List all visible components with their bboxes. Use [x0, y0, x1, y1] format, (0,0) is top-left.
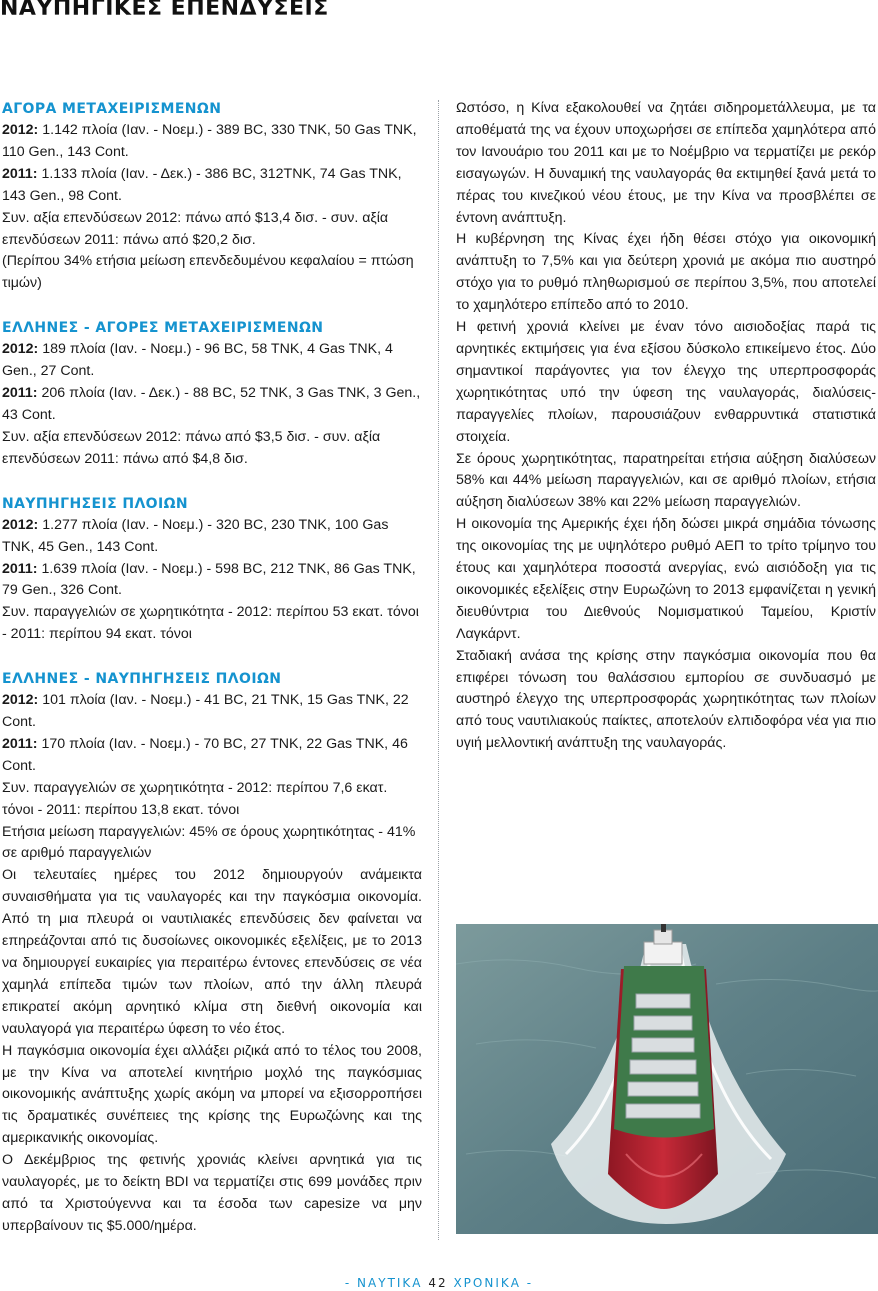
stat-line: 2011: 1.639 πλοία (Ιαν. - Νοεμ.) - 598 BC, 212 TNK, 86 Gas TNK, 79 Gen., 326 Cont. [2, 560, 416, 599]
section-heading-greek-newbuildings: ΕΛΛΗΝΕΣ - ΝΑΥΠΗΓΗΣΕΙΣ ΠΛΟΙΩΝ [2, 671, 282, 688]
right-column [456, 98, 876, 755]
footer-magazine-left: - ΝΑΥΤΙΚΑ [344, 1276, 423, 1290]
section-heading-used-market: ΑΓΟΡΑ ΜΕΤΑΧΕΙΡΙΣΜΕΝΩΝ [2, 101, 222, 117]
stat-line: Συν. παραγγελιών σε χωρητικότητα - 2012: περίπου 53 εκατ. τόνοι - 2011: περίπου 94 εκατ. τόνοι [2, 604, 419, 643]
stat-line: 2011: 1.133 πλοία (Ιαν. - Δεκ.) - 386 BC, 312TNK, 74 Gas TNK, 143 Gen., 98 Cont. [2, 165, 402, 204]
stat-line: Ετήσια μείωση παραγγελιών: 45% σε όρους χωρητικότητας - 41% σε αριθμό παραγγελιών [2, 823, 416, 862]
stat-line: 2011: 206 πλοία (Ιαν. - Δεκ.) - 88 BC, 52 TNK, 3 Gas TNK, 3 Gen., 43 Cont. [2, 385, 421, 423]
left-column [2, 98, 422, 1238]
stat-line: 2012: 101 πλοία (Ιαν. - Νοεμ.) - 41 BC, 21 TNK, 15 Gas TNK, 22 Cont. [2, 692, 409, 731]
stat-line: 2011: 170 πλοία (Ιαν. - Νοεμ.) - 70 BC, 27 TNK, 22 Gas TNK, 46 Cont. [2, 735, 408, 774]
footer-magazine-right: ΧΡΟΝΙΚΑ - [453, 1276, 534, 1290]
stat-line: Συν. παραγγελιών σε χωρητικότητα - 2012: περίπου 7,6 εκατ. τόνοι - 2011: περίπου 13,8 εκατ. τόνοι [2, 779, 388, 818]
body-paragraph: Ο Δεκέμβριος της φετινής χρονιάς κλείνει αρνητικά για τις ναυλαγορές, με το δείκτη BDI να τερματίζει στις 699 μονάδες πριν από τα Χριστούγεννα και τα έσοδα των capesize να μην υπερβαίνουν τις $5.000/ημέρα. [2, 1152, 422, 1234]
body-paragraph: Η παγκόσμια οικονομία έχει αλλάξει ριζικά από το τέλος του 2008, με την Κίνα να αποτελεί κινητήριο μοχλό της παγκόσμιας οικονομικής ανάπτυξης χωρίς ακόμη να μπορεί να εξισορροπήσει τις δραματικές συνέπειες της κρίσης της Ευρωζώνης και της αμερικανικής οικονομίας. [2, 1042, 422, 1147]
bulk-carrier-photo [456, 924, 878, 1234]
body-paragraph: Η κυβέρνηση της Κίνας έχει ήδη θέσει στόχο για οικονομική ανάπτυξη το 7,5% και για δεύτερη χρονιά με ακόμα πιο αυστηρό στόχο για το ρυθμό πληθωρισμού σε περίπου 3,5%, που αποτελεί το χαμηλότερο επίπεδο από το 2010. [456, 231, 876, 314]
body-paragraph: Σταδιακή ανάσα της κρίσης στην παγκόσμια οικονομία που θα επιφέρει τόνωση του θαλάσσιου εμπορίου σε συνδυασμό με αυστηρό έλεγχο της υπερπροσφοράς χωρητικότητας των πλοίων από τους ναυτιλιακούς παίκτες, αποτελούν ελπιδοφόρα νέα για πιο υγιή μελλοντική ανάπτυξη της ναυλαγοράς. [456, 647, 876, 752]
body-paragraph: Η φετινή χρονιά κλείνει με έναν τόνο αισιοδοξίας παρά τις αρνητικές εκτιμήσεις για ένα εξίσου δύσκολο επικείμενο έτος. Δύο σημαντικοί παράγοντες για τον έλεγχο της υπερπροσφοράς χωρητικότητας υπό την ύφεση της ναυλαγοράς, διαλύσεις-παραγγελίες πλοίων, παρουσιάζουν ενθαρρυντικά στατιστικά στοιχεία. [456, 319, 876, 445]
stat-line: (Περίπου 34% ετήσια μείωση επενδεδυμένου κεφαλαίου = πτώση τιμών) [2, 253, 414, 292]
stat-line: 2012: 1.277 πλοία (Ιαν. - Νοεμ.) - 320 BC, 230 TNK, 100 Gas TNK, 45 Gen., 143 Cont. [2, 516, 389, 555]
page-number: 42 [428, 1276, 448, 1290]
body-paragraph: Ωστόσο, η Κίνα εξακολουθεί να ζητάει σιδηρομετάλλευμα, με τα αποθέματά της να έχουν υποχωρήσει σε επίπεδα χαμηλότερα από τον Ιανουάριο του 2011 και με το Νοέμβριο να τερματίζει με ρεκόρ εισαγωγών. Η δυναμική της ναυλαγοράς θα εκτιμηθεί ξανά μετά το πέρας του κινεζικού νέου έτους, με την Κίνα να προσβλέπει σε έντονη ανάπτυξη. [456, 100, 876, 226]
body-paragraph: Σε όρους χωρητικότητας, παρατηρείται ετήσια αύξηση διαλύσεων 58% και 44% μείωση παραγγελιών, και σε αριθμό πλοίων, ετήσια αύξηση διαλύσεων 38% και 22% μείωση παραγγελιών. [456, 450, 876, 511]
section-heading-newbuildings: ΝΑΥΠΗΓΗΣΕΙΣ ΠΛΟΙΩΝ [2, 495, 189, 512]
stat-line: 2012: 1.142 πλοία (Ιαν. - Νοεμ.) - 389 BC, 330 TNK, 50 Gas TNK, 110 Gen., 143 Cont. [2, 122, 417, 160]
page-title: ΝΑΥΠΗΓΙΚΕΣ ΕΠΕΝΔΥΣΕΙΣ [0, 0, 329, 21]
body-paragraph: Η οικονομία της Αμερικής έχει ήδη δώσει μικρά σημάδια τόνωσης της οικονομίας της με υψηλότερο ρυθμό ΑΕΠ το τρίτο τρίμηνο του έτους και χαμηλότερα ποσοστά ανεργίας, ενώ αισιόδοξη για τις οικονομικές εξελίξεις στην Ευρωζώνη το 2013 εμφανίζεται η γενική διευθύντρια του Διεθνούς Νομισματικού Ταμείου, Κριστίν Λαγκάρντ. [456, 516, 876, 642]
page-footer [0, 1276, 878, 1290]
stat-line: 2012: 189 πλοία (Ιαν. - Νοεμ.) - 96 BC, 58 TNK, 4 Gas TNK, 4 Gen., 27 Cont. [2, 341, 393, 380]
stat-line: Συν. αξία επενδύσεων 2012: πάνω από $13,4 δισ. - συν. αξία επενδύσεων 2011: πάνω από $20,2 δισ. [2, 209, 389, 248]
body-paragraph: Οι τελευταίες ημέρες του 2012 δημιουργούν ανάμεικτα συναισθήματα για τις ναυλαγορές και την παγκόσμια οικονομία. Από τη μια πλευρά οι ναυτιλιακές επενδύσεις δεν φαίνεται να επηρεάζονται από τις δυσοίωνες οικονομικές εξελίξεις, με το 2013 να δημιουργεί ευκαιρίες για περαιτέρω έντονες επενδύσεις σε νέα χαμηλά επίπεδα τιμών των πλοίων, από την άλλη πλευρά επικρατεί ακόμη αρνητικό κλίμα στη διεθνή οικονομία και ναυλαγορά για περαιτέρω ύφεση το νέο έτος. [2, 867, 422, 1037]
stat-line: Συν. αξία επενδύσεων 2012: πάνω από $3,5 δισ. - συν. αξία επενδύσεων 2011: πάνω από $4,8 δισ. [2, 428, 381, 467]
section-heading-greek-used-purchases: ΕΛΛΗΝΕΣ - ΑΓΟΡΕΣ ΜΕΤΑΧΕΙΡΙΣΜΕΝΩΝ [2, 320, 324, 337]
column-divider [438, 100, 439, 1240]
